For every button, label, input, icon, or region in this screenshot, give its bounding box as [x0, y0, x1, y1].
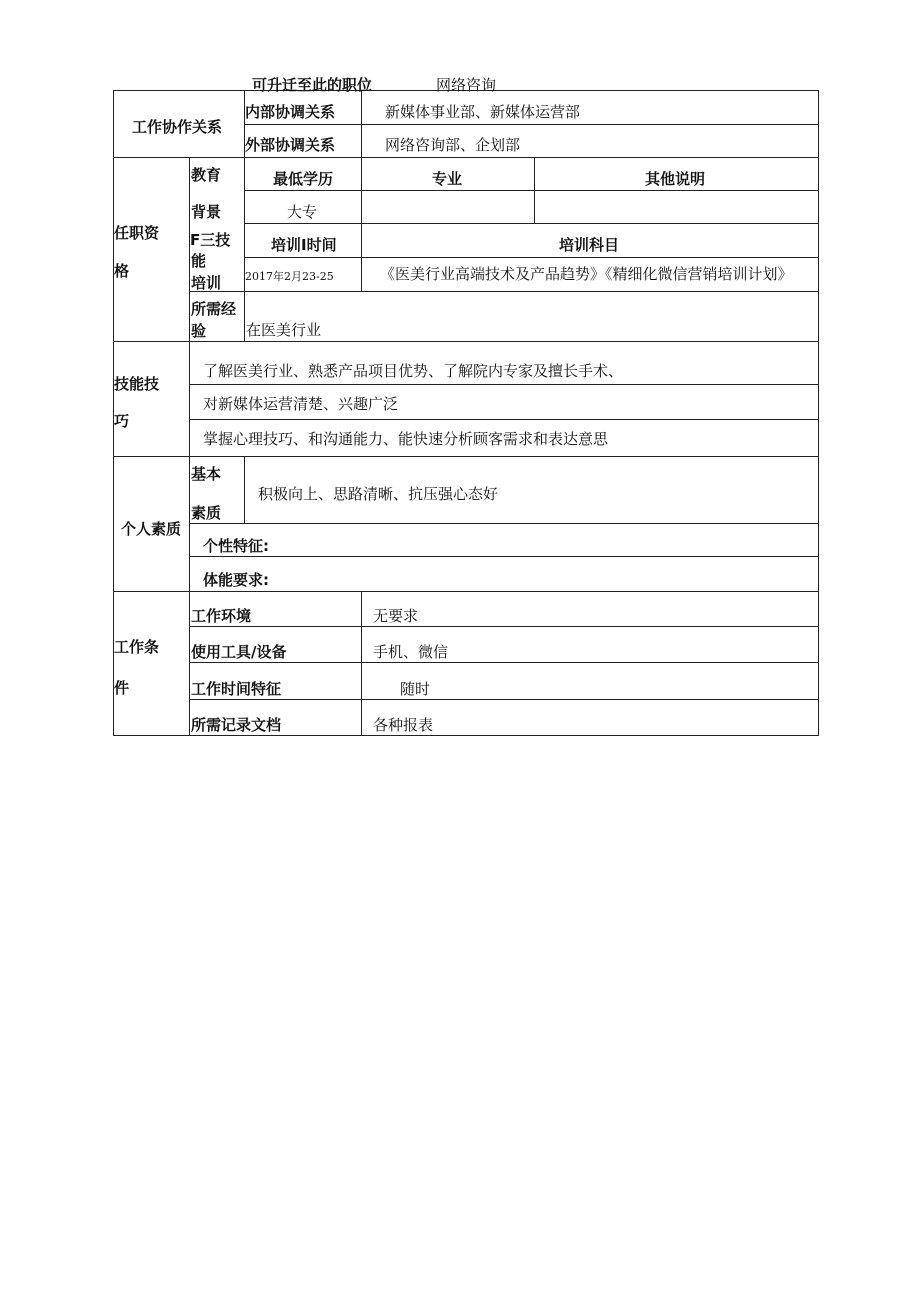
tools-label: 使用工具/设备: [191, 643, 287, 661]
skill-item-1: 了解医美行业、熟悉产品项目优势、了解院内专家及擅长手术、: [203, 362, 624, 380]
edu-col-other: 其他说明: [645, 170, 706, 188]
edu-col-degree: 最低学历: [273, 170, 334, 188]
internal-coordination-value: 新媒体事业部、新媒体运营部: [385, 103, 581, 121]
work-environment-value: 无要求: [373, 607, 419, 625]
edu-col-major: 专业: [432, 170, 463, 188]
basic-quality-label-line2: 素质: [191, 504, 222, 522]
skills-section-line2: 巧: [114, 412, 130, 430]
education-label-line1: 教育: [191, 166, 222, 184]
external-coordination-label: 外部协调关系: [245, 136, 336, 154]
train-col-time: 培训I时间: [271, 236, 337, 254]
conditions-section-line1: 工作条: [114, 638, 160, 656]
basic-quality-label-line1: 基本: [191, 465, 222, 483]
edu-degree-value: 大专: [287, 203, 318, 221]
train-col-subject: 培训科目: [559, 236, 620, 254]
personal-section-label: 个人素质: [121, 520, 182, 538]
skill-training-label-line3: 培训: [191, 274, 222, 292]
records-value: 各种报表: [373, 716, 434, 734]
work-environment-label: 工作环境: [191, 607, 252, 625]
cooperation-section-label: 工作协作关系: [132, 118, 223, 136]
train-subject-value: 《医美行业高端技术及产品趋势》《精细化微信营销培训计划》: [380, 265, 793, 283]
work-time-label: 工作时间特征: [191, 680, 282, 698]
records-label: 所需记录文档: [191, 716, 282, 734]
skills-section-line1: 技能技: [114, 375, 160, 393]
qualification-section-line1: 任职资: [114, 224, 160, 242]
physical-requirement-label: 体能要求:: [203, 571, 269, 589]
skill-item-2: 对新媒体运营清楚、兴趣广泛: [203, 395, 399, 413]
external-coordination-value: 网络咨询部、企划部: [385, 136, 521, 154]
experience-value: 在医美行业: [246, 321, 322, 339]
tools-value: 手机、微信: [373, 643, 449, 661]
train-time-value: 2017年2月23-25: [245, 270, 334, 283]
skill-training-label-line1: F三技: [190, 231, 231, 249]
education-label-line2: 背景: [191, 203, 222, 221]
experience-label-line1: 所需经: [191, 300, 237, 318]
promotion-label: 可升迁至此的职位: [252, 76, 373, 94]
work-time-value: 随时: [400, 680, 431, 698]
experience-label-line2: 验: [191, 322, 207, 340]
basic-quality-value: 积极向上、思路清晰、抗压强心态好: [258, 485, 499, 503]
skill-item-3: 掌握心理技巧、和沟通能力、能快速分析顾客需求和表达意思: [203, 430, 609, 448]
skill-training-label-line2: 能: [191, 252, 207, 270]
qualification-section-line2: 格: [114, 262, 130, 280]
promotion-value: 网络咨询: [436, 76, 497, 94]
conditions-section-line2: 件: [114, 679, 130, 697]
personality-label: 个性特征:: [203, 537, 269, 555]
internal-coordination-label: 内部协调关系: [245, 103, 336, 121]
